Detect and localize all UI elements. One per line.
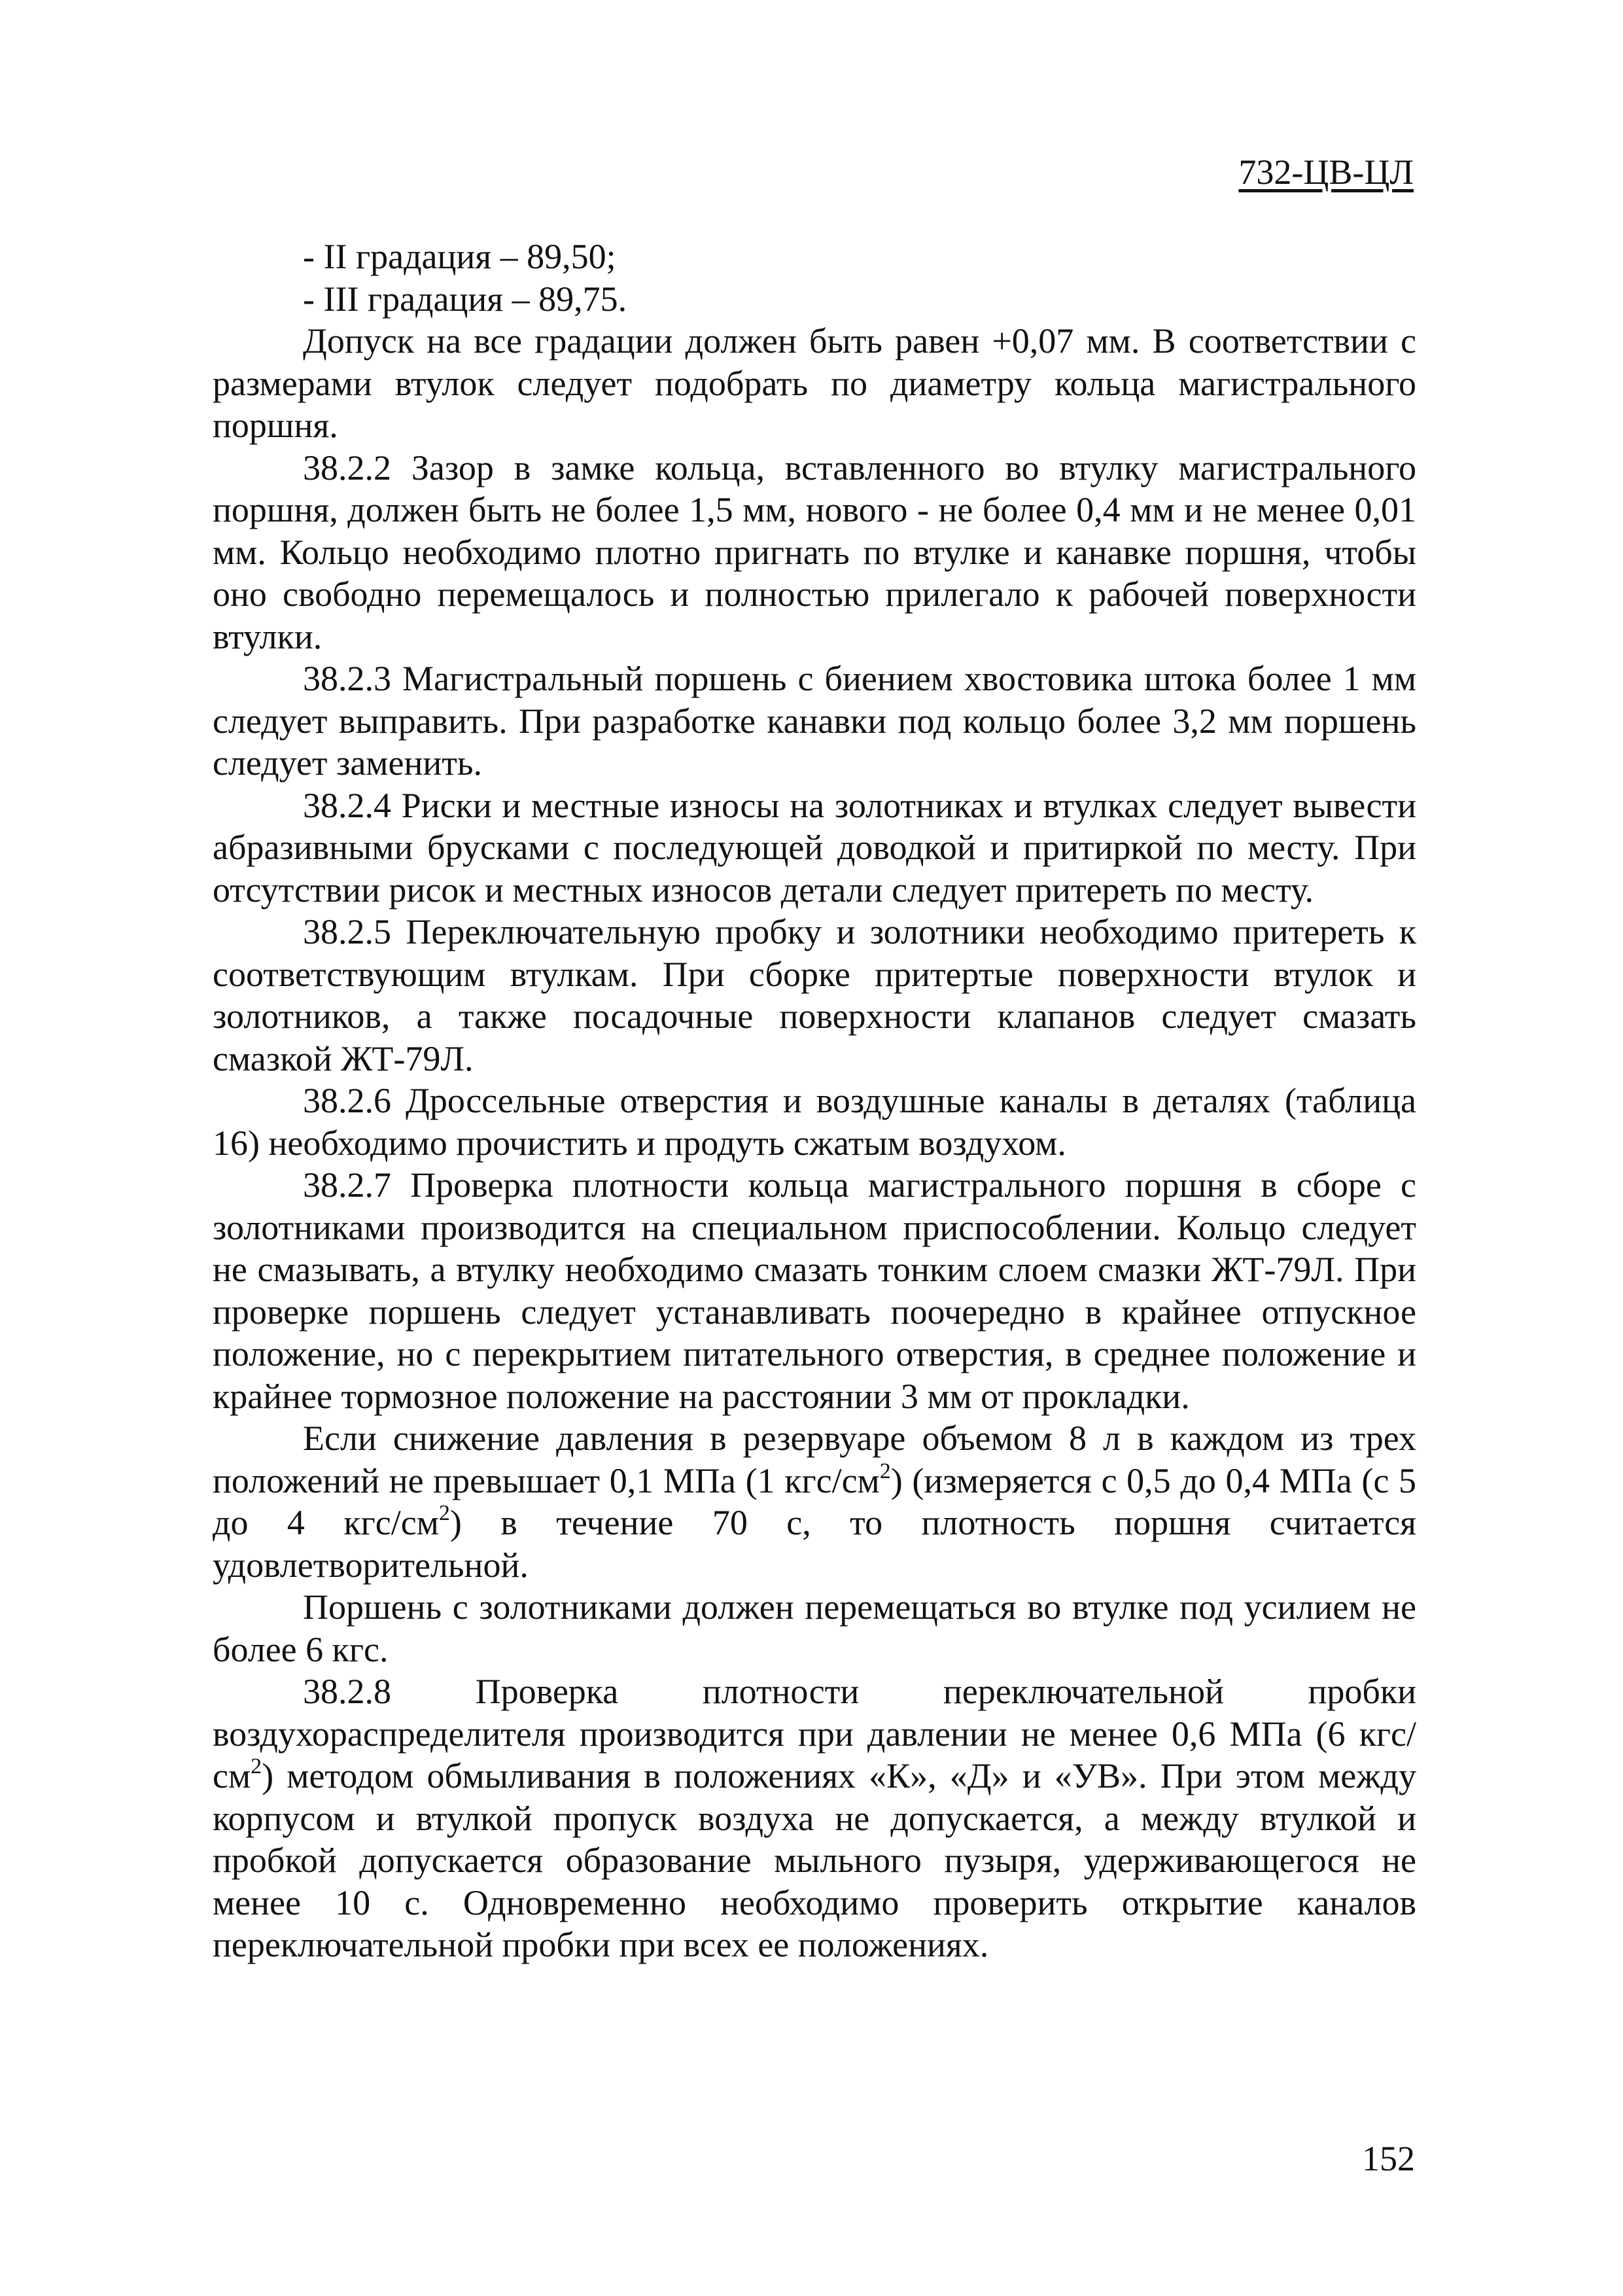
paragraph <box>213 320 1416 447</box>
text-run: Допуск на все градации должен быть равен +0,07 мм. В соответствии с размерами втулок следует подобрать по диаметру кольца магистрального поршня. <box>213 321 1416 445</box>
text-run: 38.2.8 Проверка плотности переключательной пробки воздухораспределителя производится при давлении не менее 0,6 МПа (6 кгс/см <box>213 1672 1416 1795</box>
text-run: 38.2.2 Зазор в замке кольца, вставленного во втулку магистрального поршня, должен быть не более 1,5 мм, нового - не более 0,4 мм и не менее 0,01 мм. Кольцо необходимо плотно пригнать по втулке и канавке поршня, чтобы оно свободно перемещалось и полностью прилегало к рабочей поверхности втулки. <box>213 448 1416 656</box>
paragraph <box>213 1417 1416 1586</box>
paragraph <box>213 236 1416 278</box>
superscript: 2 <box>251 1754 262 1778</box>
text-run: ) (измеряется с 0,5 до 0,4 МПа (с 5 до 4 кгс/см <box>213 1460 1417 1542</box>
text-run: 38.2.5 Переключательную пробку и золотники необходимо притереть к соответствующим втулкам. При сборке притертые поверхности втулок и золотников, а также посадочные поверхности клапанов следует смазать смазкой ЖТ-79Л. <box>213 912 1416 1078</box>
paragraph <box>213 1586 1416 1670</box>
text-run: 38.2.6 Дроссельные отверстия и воздушные каналы в деталях (таблица 16) необходимо прочистить и продуть сжатым воздухом. <box>213 1081 1416 1163</box>
paragraph <box>213 1164 1416 1417</box>
text-run: 38.2.4 Риски и местные износы на золотниках и втулках следует вывести абразивными брусками с последующей доводкой и притиркой по месту. При отсутствии рисок и местных износов детали следует притереть по месту. <box>213 785 1416 910</box>
text-run: 38.2.3 Магистральный поршень с биением хвостовика штока более 1 мм следует выправить. При разработке канавки под кольцо более 3,2 мм поршень следует заменить. <box>213 659 1416 783</box>
text-run: - II градация – 89,50; <box>303 237 616 276</box>
text-run: 38.2.7 Проверка плотности кольца магистрального поршня в сборе с золотниками производится на специальном приспособлении. Кольцо следует не смазывать, а втулку необходимо смазать тонким слоем смазки ЖТ-79Л. При проверке поршень следует устанавливать поочередно в крайнее отпускное положение, но с перекрытием питательного отверстия, в среднее положение и крайнее тормозное положение на расстоянии 3 мм от прокладки. <box>213 1165 1416 1416</box>
paragraph <box>213 278 1416 321</box>
text-run: - III градация – 89,75. <box>303 279 627 319</box>
text-run: ) методом обмыливания в положениях «К», «Д» и «УВ». При этом между корпусом и втулкой пропуск воздуха не допускается, а между втулкой и пробкой допускается образование мыльного пузыря, удерживающегося не менее 10 с. Одновременно необходимо проверить открытие каналов переключательной пробки при всех ее положениях. <box>213 1756 1416 1964</box>
paragraph <box>213 658 1416 785</box>
paragraph <box>213 447 1416 658</box>
body-text <box>213 236 1416 1966</box>
superscript: 2 <box>879 1458 891 1483</box>
text-run: Если снижение давления в резервуаре объемом 8 л в каждом из трех положений не превышает 0,1 МПа (1 кгс/см <box>213 1419 1416 1500</box>
text-run: Поршень с золотниками должен перемещаться во втулке под усилием не более 6 кгс. <box>213 1587 1416 1669</box>
document-code: 732-ЦВ-ЦЛ <box>1238 152 1414 192</box>
paragraph <box>213 1080 1416 1164</box>
superscript: 2 <box>438 1501 450 1525</box>
paragraph <box>213 785 1416 911</box>
page-number: 152 <box>1362 2139 1415 2178</box>
paragraph <box>213 1670 1416 1966</box>
paragraph <box>213 911 1416 1080</box>
text-run: ) в течение 70 с, то плотность поршня считается удовлетворительной. <box>213 1503 1417 1585</box>
